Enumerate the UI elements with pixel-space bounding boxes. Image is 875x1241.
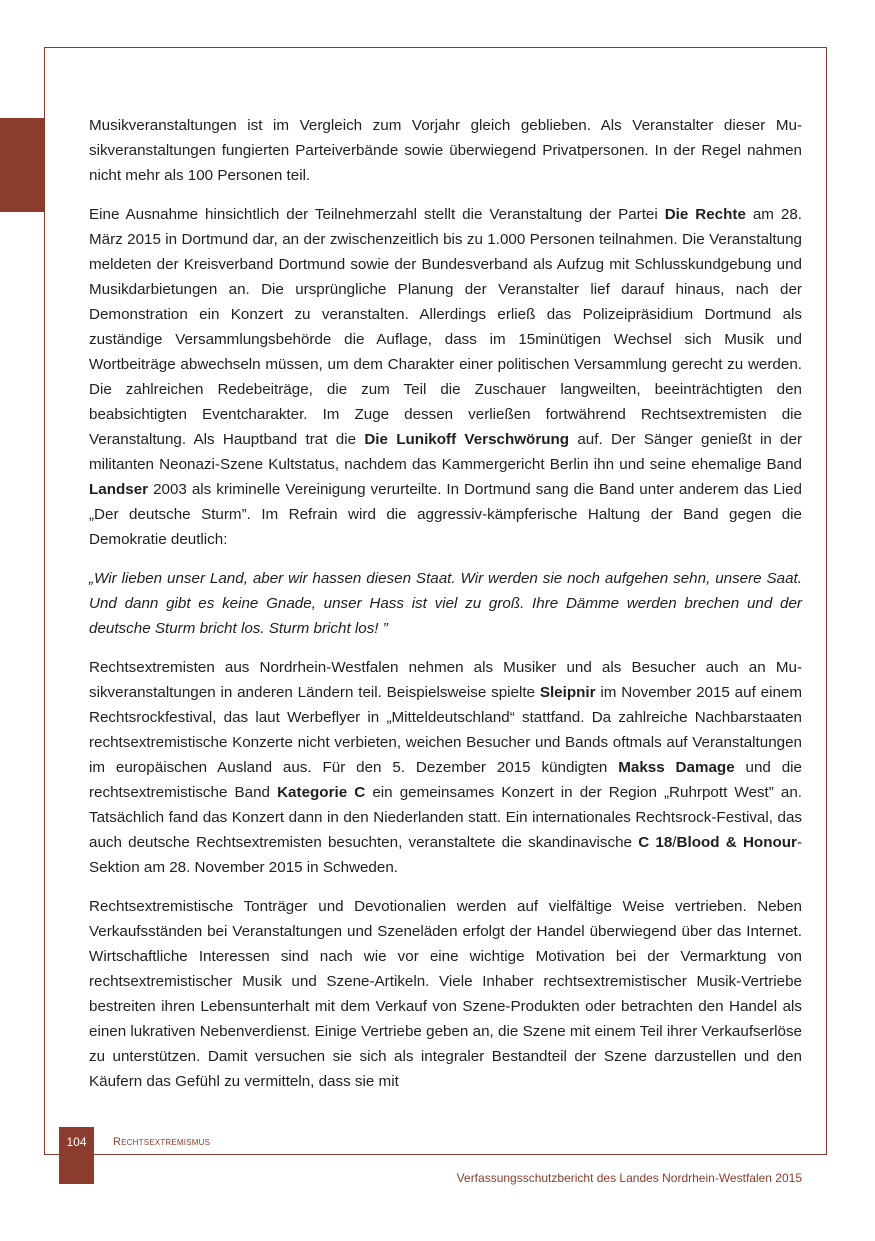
- bold-term-die-rechte: Die Rechte: [664, 206, 746, 223]
- bold-term-makss-damage: Makss Damage: [618, 759, 735, 776]
- text-run: im November 2015 auf einem Rechtsrockfestival, das laut Werbeflyer in „Mitteldeutschland“ stattfand. Da zahlreiche Nachbarstaaten rechtsextremistische Konzerte nicht verbieten, weichen Besucher und Bands oftmals auf Veranstaltungen im europäischen Ausland aus. Für den 5. Dezember 2015 kündigten: [89, 684, 802, 776]
- bold-term-c18: C 18: [638, 834, 673, 851]
- paragraph-2: [89, 202, 802, 552]
- bold-term-kategorie-c: Kategorie C: [277, 784, 366, 801]
- bold-term-lunikoff: Die Lunikoff Verschwörung: [364, 431, 570, 448]
- text-run: Eine Ausnahme hinsichtlich der Teilnehmerzahl stellt die Veranstaltung der Partei: [89, 206, 665, 223]
- text-run: -Sektion am 28. November 2015 in Schweden.: [89, 834, 802, 876]
- page-number: 104: [66, 1135, 87, 1149]
- text-run: auf. Der Sänger genießt in der militanten Neonazi-Szene Kultstatus, nachdem das Kammergericht Berlin ihn und seine ehemalige Band: [89, 431, 802, 473]
- text-run: /: [672, 834, 677, 851]
- lyrics-quote: „Wir lieben unser Land, aber wir hassen diesen Staat. Wir werden sie noch aufgehen sehn, unsere Saat. Und dann gibt es keine Gnade, unser Hass ist viel zu groß. Ihre Dämme werden brechen und der deutsche Sturm bricht los. Sturm bricht los! ”: [89, 570, 802, 637]
- text-run: und die rechtsextremistische Band: [89, 759, 802, 801]
- text-run: ein gemeinsames Konzert in der Region „Ruhrpott West” an. Tatsächlich fand das Konzert dann in den Niederlanden statt. Ein internationales Rechtsrock-Festival, das auch deutsche Rechtsextremisten besuchten, veranstaltete die skandinavische: [89, 784, 802, 851]
- paragraph-1: Musikveranstaltungen ist im Vergleich zum Vorjahr gleich geblieben. Als Veranstalter dieser Musikveranstaltungen fungierten Parteiverbände sowie überwiegend Privatpersonen. In der Regel nahmen nicht mehr als 100 Personen teil.: [89, 117, 802, 184]
- chapter-tab-marker: [0, 118, 44, 212]
- bold-term-blood-honour: Blood & Honour: [676, 834, 797, 851]
- paragraph-3: [89, 655, 802, 880]
- section-label: Rechtsextremismus: [113, 1136, 211, 1148]
- report-title: Verfassungsschutzbericht des Landes Nordrhein-Westfalen 2015: [456, 1171, 802, 1185]
- text-run: am 28. März 2015 in Dortmund dar, an der zwischenzeitlich bis zu 1.000 Personen teilnahmen. Die Veranstaltung meldeten der Kreisverband Dortmund sowie der Bundesverband als Aufzug mit Schlusskundgebung und Musikdarbietungen an. Die ursprüngliche Planung der Veranstalter lief darauf hinaus, nach der Demonstration ein Konzert zu veranstalten. Allerdings erließ das Polizeipräsidium Dortmund als zuständige Versammlungsbehörde die Auflage, dass im 15minütigen Wechsel sich Musik und Wortbeiträge abwechseln müssen, um dem Charakter einer politischen Versammlung gerecht zu werden. Die zahlreichen Redebeiträge, die zum Teil die Zuschauer langweilten, beeinträchtigten den beabsichtigten Eventcharakter. Im Zuge dessen verließen fortwährend Rechtsextremisten die Veranstaltung. Als Hauptband trat die: [89, 206, 802, 448]
- body-text: [89, 113, 802, 1108]
- bold-term-landser: Landser: [89, 481, 149, 498]
- text-run: Rechtsextremisten aus Nordrhein-Westfalen nehmen als Musiker und als Besucher auch an Musikveranstaltungen in anderen Ländern teil. Beispielsweise spielte: [89, 659, 802, 701]
- text-run: 2003 als kriminelle Vereinigung verurteilte. In Dortmund sang die Band unter anderem das Lied „Der deutsche Sturm”. Im Refrain wird die aggressiv-kämpferische Haltung der Band gegen die Demokratie deutlich:: [89, 481, 802, 548]
- paragraph-4: Rechtsextremistische Tonträger und Devotionalien werden auf vielfältige Weise vertrieben. Neben Verkaufsständen bei Veranstaltungen und Szeneläden erfolgt der Handel überwiegend über das Internet. Wirtschaftliche Interessen sind nach wie vor eine wichtige Motivation bei der Vermarktung von rechtsextremistischer Musik und Szene-Artikeln. Viele Inhaber rechtsextremistischer Musik-Vertriebe bestreiten ihren Lebensunterhalt mit dem Verkauf von Szene-Produkten oder betrachten den Handel als einen lukrativen Nebenverdienst. Einige Vertriebe geben an, die Szene mit einem Teil ihrer Verkaufserlöse zu unterstützen. Damit versuchen sie sich als integraler Bestandteil der Szene darzustellen und den Käufern das Gefühl zu vermitteln, dass sie mit: [89, 898, 802, 1090]
- footer-divider: [94, 1154, 827, 1155]
- bold-term-sleipnir: Sleipnir: [539, 684, 596, 701]
